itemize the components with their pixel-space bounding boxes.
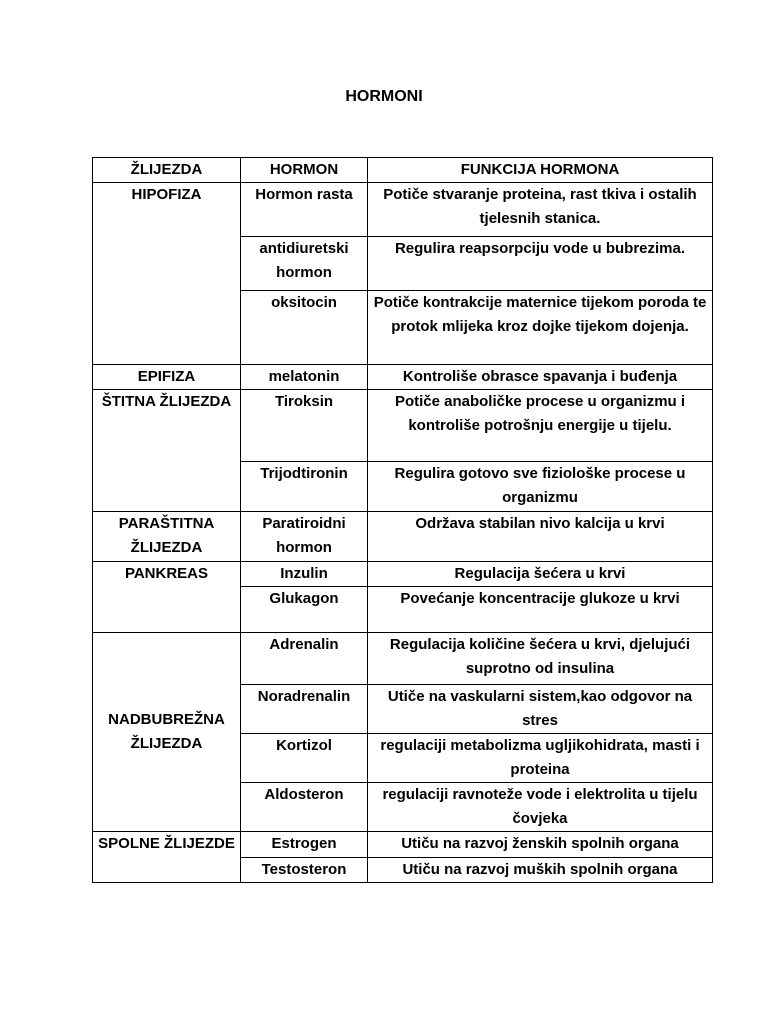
function-cell: Potiče anaboličke procese u organizmu i kontroliše potrošnju energije u tijelu. xyxy=(368,390,713,462)
header-hormone: HORMON xyxy=(241,158,368,183)
function-cell: regulaciji metabolizma ugljikohidrata, masti i proteina xyxy=(368,734,713,783)
hormone-cell: Hormon rasta xyxy=(241,183,368,237)
table-row xyxy=(93,183,713,237)
function-cell: Regulacija šećera u krvi xyxy=(368,562,713,587)
page-title: HORMONI xyxy=(345,88,423,105)
hormone-cell: Aldosteron xyxy=(241,783,368,832)
function-cell: Povećanje koncentracije glukoze u krvi xyxy=(368,587,713,633)
gland-cell: EPIFIZA xyxy=(93,365,241,390)
function-cell: regulaciji ravnoteže vode i elektrolita u tijelu čovjeka xyxy=(368,783,713,832)
function-cell: Održava stabilan nivo kalcija u krvi xyxy=(368,512,713,562)
gland-cell: SPOLNE ŽLIJEZDE xyxy=(93,832,241,883)
function-cell: Regulira reapsorpciju vode u bubrezima. xyxy=(368,237,713,291)
function-cell: Kontroliše obrasce spavanja i buđenja xyxy=(368,365,713,390)
table-row xyxy=(93,390,713,462)
hormone-cell: Noradrenalin xyxy=(241,685,368,734)
table-header-row xyxy=(93,158,713,183)
gland-cell: ŠTITNA ŽLIJEZDA xyxy=(93,390,241,512)
table-row xyxy=(93,562,713,587)
hormone-cell: Estrogen xyxy=(241,832,368,858)
hormone-cell: Testosteron xyxy=(241,858,368,883)
table-row xyxy=(93,633,713,685)
gland-cell: HIPOFIZA xyxy=(93,183,241,365)
hormone-cell: Inzulin xyxy=(241,562,368,587)
hormone-cell: Trijodtironin xyxy=(241,462,368,512)
function-cell: Potiče kontrakcije maternice tijekom poroda te protok mlijeka kroz dojke tijekom dojenja. xyxy=(368,291,713,365)
hormone-cell: Tiroksin xyxy=(241,390,368,462)
gland-cell: PARAŠTITNA ŽLIJEZDA xyxy=(93,512,241,562)
function-cell: Potiče stvaranje proteina, rast tkiva i ostalih tjelesnih stanica. xyxy=(368,183,713,237)
hormone-cell: Glukagon xyxy=(241,587,368,633)
gland-cell: NADBUBREŽNA ŽLIJEZDA xyxy=(93,633,241,832)
table-row xyxy=(93,832,713,858)
hormone-cell: melatonin xyxy=(241,365,368,390)
function-cell: Utiču na razvoj ženskih spolnih organa xyxy=(368,832,713,858)
function-cell: Regulira gotovo sve fiziološke procese u organizmu xyxy=(368,462,713,512)
table-body xyxy=(93,158,713,883)
table-row xyxy=(93,512,713,562)
gland-cell: PANKREAS xyxy=(93,562,241,633)
header-function: FUNKCIJA HORMONA xyxy=(368,158,713,183)
header-gland: ŽLIJEZDA xyxy=(93,158,241,183)
hormone-cell: Adrenalin xyxy=(241,633,368,685)
hormone-cell: oksitocin xyxy=(241,291,368,365)
function-cell: Utiče na vaskularni sistem,kao odgovor na stres xyxy=(368,685,713,734)
hormone-cell: Paratiroidni hormon xyxy=(241,512,368,562)
function-cell: Regulacija količine šećera u krvi, djelujući suprotno od insulina xyxy=(368,633,713,685)
function-cell: Utiču na razvoj muških spolnih organa xyxy=(368,858,713,883)
hormone-cell: antidiuretski hormon xyxy=(241,237,368,291)
hormone-table xyxy=(92,157,713,883)
table-row xyxy=(93,365,713,390)
hormone-cell: Kortizol xyxy=(241,734,368,783)
